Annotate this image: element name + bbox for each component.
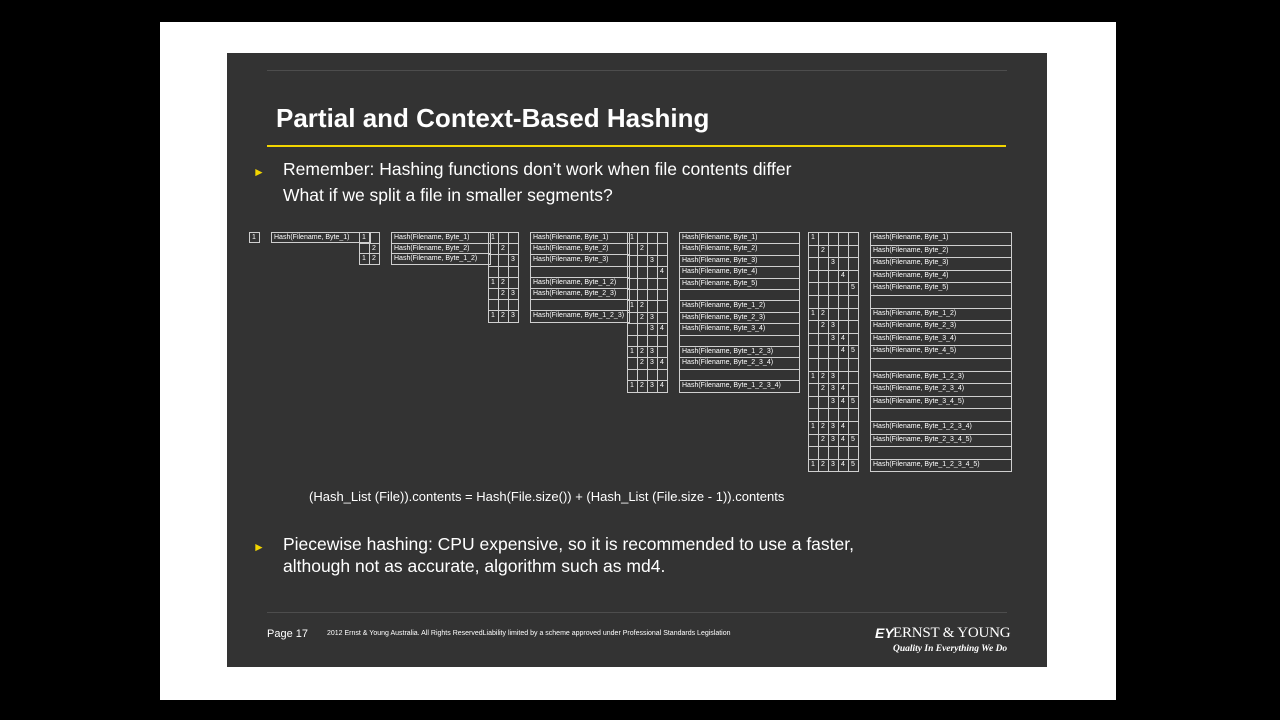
logo-company-name: ERNST & YOUNG — [893, 625, 1011, 641]
bullet-arrow-icon: ► — [253, 165, 265, 179]
byte-cell: 3 — [647, 380, 658, 392]
bullet-1-line-2: What if we split a file in smaller segments? — [283, 185, 613, 205]
slide — [227, 53, 1047, 667]
top-divider — [267, 70, 1007, 71]
byte-cell: 4 — [657, 266, 668, 278]
byte-cell: 4 — [657, 380, 668, 392]
byte-cell: 1 — [808, 371, 819, 385]
copyright-notice: 2012 Ernst & Young Australia. All Rights ReservedLiability limited by a scheme approved under Professional Standards Legislation — [327, 630, 731, 637]
byte-cell: 1 — [808, 421, 819, 435]
hash-cell: Hash(Filename, Byte_3) — [530, 254, 630, 266]
byte-cell: 2 — [637, 357, 648, 369]
byte-cell: 2 — [498, 277, 509, 289]
byte-cell: 3 — [508, 254, 519, 266]
byte-cell: 5 — [848, 459, 859, 473]
bullet-arrow-icon: ► — [253, 540, 265, 554]
byte-cell: 2 — [498, 288, 509, 300]
hash-cell: Hash(Filename, Byte_3_4) — [870, 333, 1012, 347]
byte-cell — [848, 358, 859, 372]
hash-cell: Hash(Filename, Byte_1_2_3) — [679, 346, 800, 358]
byte-cell — [848, 308, 859, 322]
hash-cell: Hash(Filename, Byte_2_3) — [870, 320, 1012, 334]
hash-cell: Hash(Filename, Byte_5) — [870, 282, 1012, 296]
hash-cell: Hash(Filename, Byte_1) — [530, 232, 630, 244]
byte-cell: 1 — [808, 459, 819, 473]
hash-cell — [870, 358, 1012, 372]
byte-cell: 3 — [647, 357, 658, 369]
byte-cell: 4 — [838, 345, 849, 359]
bullet-2-line-2: although not as accurate, algorithm such as md4. — [283, 556, 666, 576]
byte-cell: 3 — [828, 257, 839, 271]
hash-cell: Hash(Filename, Byte_2) — [870, 245, 1012, 259]
byte-cell: 4 — [838, 396, 849, 410]
byte-cell: 1 — [359, 232, 370, 244]
hash-cell: Hash(Filename, Byte_1_2) — [530, 277, 630, 289]
hash-list-formula: (Hash_List (File)).contents = Hash(File.size()) + (Hash_List (File.size - 1)).contents — [309, 489, 785, 504]
byte-cell: 3 — [647, 323, 658, 335]
byte-cell: 1 — [627, 232, 638, 244]
slide-title: Partial and Context-Based Hashing — [276, 103, 710, 133]
hash-cell: Hash(Filename, Byte_2_3_4) — [679, 357, 800, 369]
byte-cell: 3 — [828, 459, 839, 473]
byte-cell: 3 — [508, 310, 519, 322]
byte-cell — [848, 383, 859, 397]
hash-cell: Hash(Filename, Byte_4) — [870, 270, 1012, 284]
byte-cell: 1 — [249, 232, 260, 243]
hash-cell: Hash(Filename, Byte_2) — [530, 243, 630, 255]
byte-cell: 5 — [848, 345, 859, 359]
byte-cell: 2 — [818, 320, 829, 334]
byte-cell: 2 — [498, 243, 509, 255]
byte-cell: 4 — [657, 323, 668, 335]
hash-cell — [870, 446, 1012, 460]
byte-cell: 1 — [488, 232, 499, 244]
byte-cell: 2 — [498, 310, 509, 322]
byte-cell: 5 — [848, 282, 859, 296]
byte-cell: 2 — [818, 421, 829, 435]
hash-cell: Hash(Filename, Byte_1_2) — [679, 300, 800, 312]
byte-cell — [848, 371, 859, 385]
logo-tagline: Quality In Everything We Do — [893, 644, 1008, 654]
byte-cell — [848, 408, 859, 422]
hash-cell: Hash(Filename, Byte_1) — [679, 232, 800, 244]
byte-cell — [848, 333, 859, 347]
byte-cell: 4 — [838, 270, 849, 284]
byte-cell: 3 — [647, 312, 658, 324]
hash-cell: Hash(Filename, Byte_1_2_3_4) — [870, 421, 1012, 435]
byte-cell: 2 — [637, 300, 648, 312]
hash-cell: Hash(Filename, Byte_2_3) — [679, 312, 800, 324]
byte-cell: 2 — [818, 308, 829, 322]
byte-cell: 3 — [647, 255, 658, 267]
byte-cell: 2 — [369, 243, 380, 255]
hash-cell: Hash(Filename, Byte_2) — [391, 243, 491, 255]
byte-cell: 1 — [808, 232, 819, 246]
bullet-2-line-1: Piecewise hashing: CPU expensive, so it is recommended to use a faster, — [283, 534, 854, 554]
hash-cell: Hash(Filename, Byte_4_5) — [870, 345, 1012, 359]
byte-cell: 5 — [848, 434, 859, 448]
byte-cell — [848, 446, 859, 460]
hash-cell: Hash(Filename, Byte_1_2_3_4) — [679, 380, 800, 392]
byte-cell: 2 — [637, 312, 648, 324]
byte-cell: 2 — [637, 346, 648, 358]
byte-cell — [848, 295, 859, 309]
byte-cell: 2 — [818, 245, 829, 259]
byte-cell: 2 — [818, 383, 829, 397]
hash-cell — [870, 295, 1012, 309]
byte-cell: 1 — [627, 380, 638, 392]
hash-cell: Hash(Filename, Byte_1_2_3) — [530, 310, 630, 322]
byte-cell: 2 — [637, 380, 648, 392]
hash-cell: Hash(Filename, Byte_1_2) — [391, 253, 491, 265]
hash-cell: Hash(Filename, Byte_1_2_3) — [870, 371, 1012, 385]
hash-cell: Hash(Filename, Byte_2_3_4) — [870, 383, 1012, 397]
hash-cell: Hash(Filename, Byte_1_2) — [870, 308, 1012, 322]
byte-cell: 1 — [488, 310, 499, 322]
bullet-1-line-1: Remember: Hashing functions don’t work when file contents differ — [283, 159, 792, 179]
hash-cell — [870, 408, 1012, 422]
title-underline — [267, 145, 1006, 147]
byte-cell: 4 — [838, 459, 849, 473]
byte-cell: 4 — [838, 421, 849, 435]
byte-cell — [848, 232, 859, 246]
byte-cell: 1 — [359, 253, 370, 265]
byte-cell: 2 — [818, 371, 829, 385]
byte-cell: 1 — [627, 346, 638, 358]
byte-cell: 2 — [637, 243, 648, 255]
hash-cell: Hash(Filename, Byte_3) — [679, 255, 800, 267]
ernst-young-logo — [875, 624, 1015, 656]
byte-cell: 4 — [838, 333, 849, 347]
byte-cell: 3 — [828, 434, 839, 448]
byte-cell: 3 — [828, 320, 839, 334]
byte-cell: 3 — [508, 288, 519, 300]
byte-cell: 4 — [657, 357, 668, 369]
byte-cell: 3 — [647, 346, 658, 358]
byte-cell: 4 — [838, 434, 849, 448]
byte-cell: 1 — [488, 277, 499, 289]
byte-cell — [848, 270, 859, 284]
hash-cell: Hash(Filename, Byte_2) — [679, 243, 800, 255]
byte-cell — [848, 421, 859, 435]
hash-cell: Hash(Filename, Byte_4) — [679, 266, 800, 278]
hash-cell: Hash(Filename, Byte_3_4_5) — [870, 396, 1012, 410]
byte-cell — [848, 245, 859, 259]
byte-cell: 2 — [369, 253, 380, 265]
hash-cell: Hash(Filename, Byte_1_2_3_4_5) — [870, 459, 1012, 473]
byte-cell: 4 — [838, 383, 849, 397]
page-number: Page 17 — [267, 628, 308, 640]
byte-cell: 3 — [828, 383, 839, 397]
byte-cell: 2 — [818, 459, 829, 473]
byte-cell: 5 — [848, 396, 859, 410]
footer-divider — [267, 612, 1007, 613]
hash-cell: Hash(Filename, Byte_2_3) — [530, 288, 630, 300]
hash-cell: Hash(Filename, Byte_3_4) — [679, 323, 800, 335]
hash-cell: Hash(Filename, Byte_1) — [391, 232, 491, 244]
byte-cell: 3 — [828, 396, 839, 410]
byte-cell: 3 — [828, 371, 839, 385]
byte-cell: 3 — [828, 421, 839, 435]
ey-logo-mark: EY — [875, 625, 894, 641]
hash-cell: Hash(Filename, Byte_1) — [870, 232, 1012, 246]
hash-cell: Hash(Filename, Byte_1) — [271, 232, 371, 243]
byte-cell: 1 — [627, 300, 638, 312]
hash-cell: Hash(Filename, Byte_3) — [870, 257, 1012, 271]
byte-cell: 1 — [808, 308, 819, 322]
hash-cell: Hash(Filename, Byte_2_3_4_5) — [870, 434, 1012, 448]
hash-cell: Hash(Filename, Byte_5) — [679, 278, 800, 290]
byte-cell — [848, 320, 859, 334]
byte-cell — [848, 257, 859, 271]
byte-cell: 2 — [818, 434, 829, 448]
byte-cell: 3 — [828, 333, 839, 347]
